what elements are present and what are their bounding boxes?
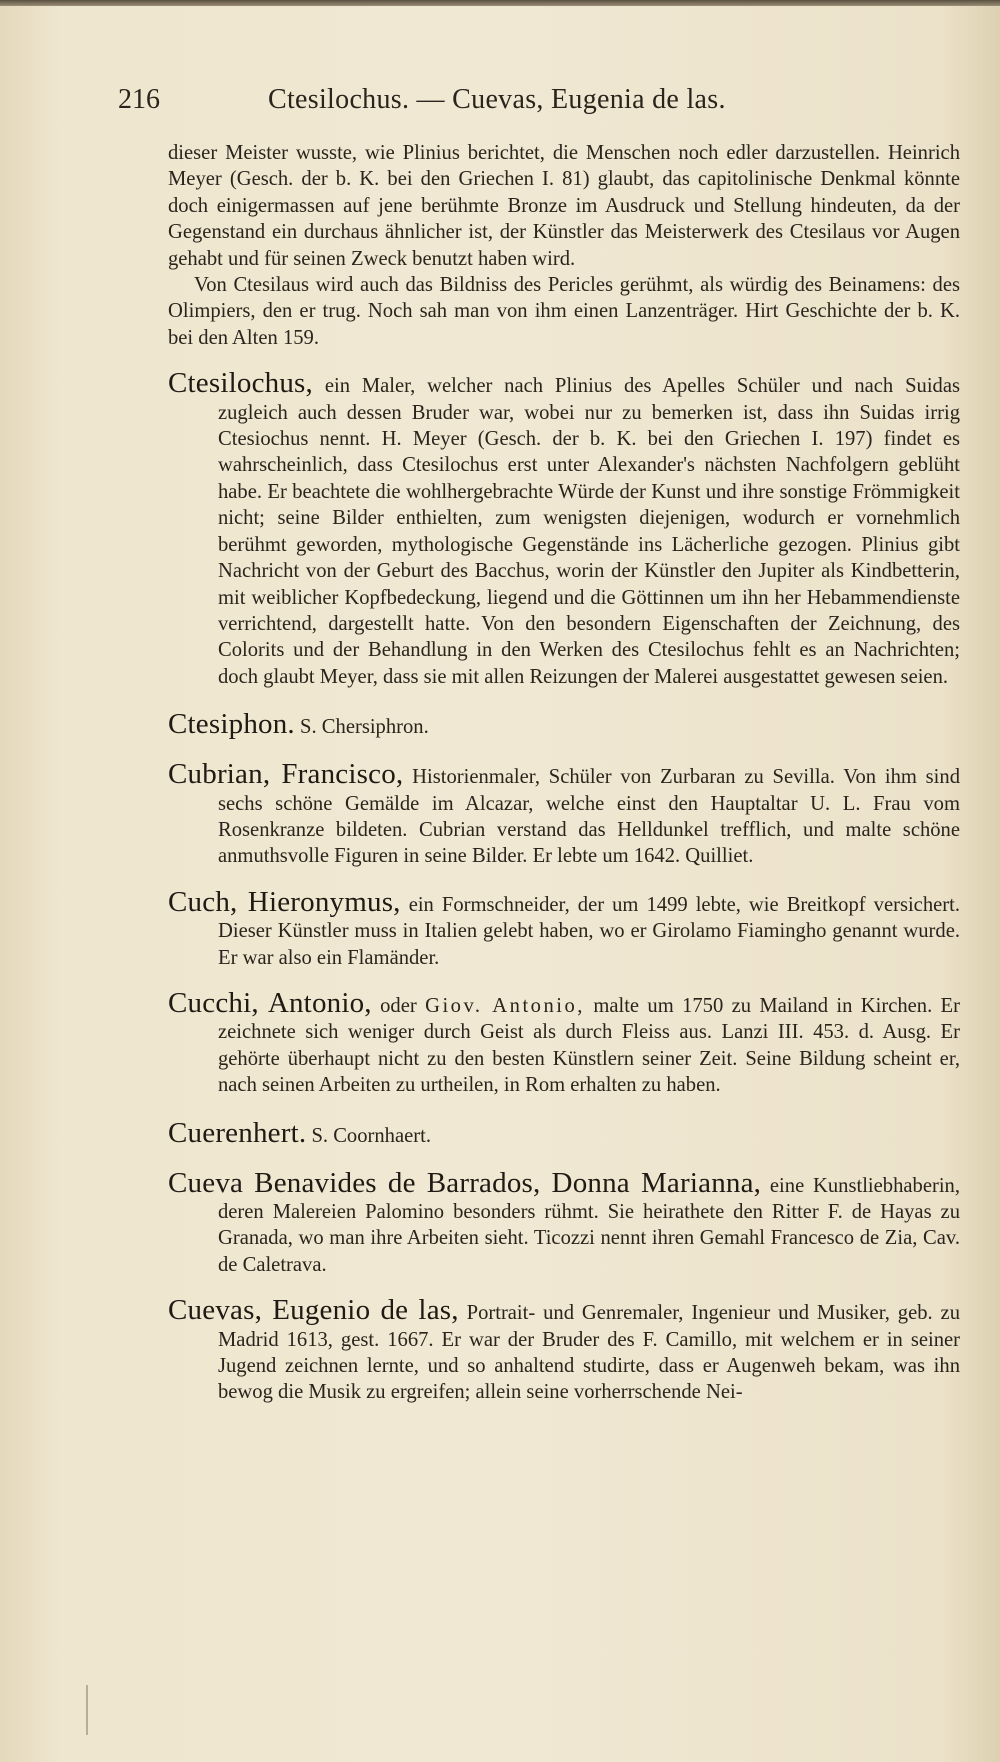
entry-text: eine Kunstliebhaberin, deren Malereien Palomino besonders rühmt. Sie heirathete den Ritter F. de Hayas zu Granada, wo man ihre Arbeiten sieht. Ticozzi nennt ihren Gemahl Francesco de Zia, Cav. de Caletrava.: [218, 1174, 960, 1276]
page-header: [118, 82, 938, 122]
entry-text: Historienmaler, Schüler von Zurbaran zu Sevilla. Von ihm sind sechs schöne Gemälde im Alcazar, welche einst den Hauptaltar U. L. Frau vom Rosenkranze bildeten. Cubrian verstand das Helldunkel trefflich, und malte schöne anmuthsvolle Figuren in seine Bilder. Er lebte um 1642. Quilliet.: [218, 766, 960, 868]
headword: Cuch, Hieronymus,: [168, 885, 401, 918]
page-edge-mark: [86, 1685, 88, 1735]
headword: Cubrian, Francisco,: [168, 758, 404, 791]
entry-text: S. Chersiphron.: [300, 716, 429, 739]
headword: Cucchi, Antonio,: [168, 986, 372, 1019]
running-title: Ctesilochus. — Cuevas, Eugenia de las.: [268, 84, 726, 115]
headword: Cueva Benavides de Barrados, Donna Marianna,: [168, 1166, 762, 1199]
page-top-edge: [0, 0, 1000, 6]
entry-cubrian: [168, 758, 960, 870]
entry-ctesiphon: [168, 709, 960, 742]
intro-paragraph: Von Ctesilaus wird auch das Bildniss des Pericles gerühmt, als würdig des Beinamens: des Olimpiers, den er trug. Noch sah man von ihm einen Lanzenträger. Hirt Geschichte der b. K. bei den Alten 159.: [168, 274, 960, 349]
entry-text: ein Formschneider, der um 1499 lebte, wie Breitkopf versichert. Dieser Künstler muss in Italien gelebt haben, wo er Girolamo Fiamingho genannt wurde. Er war also ein Flamänder.: [218, 893, 960, 969]
headword: Ctesiphon.: [168, 708, 295, 741]
headword: Cuevas, Eugenio de las,: [168, 1294, 459, 1327]
entry-text-pre: oder: [380, 994, 417, 1017]
headword: Cuerenhert.: [168, 1116, 307, 1149]
entry-text: malte um 1750 zu Mailand in Kirchen. Er zeichnete sich weniger durch Geist als durch Fleiss aus. Lanzi III. 453. d. Ausg. Er gehörte überhaupt nicht zu den besten Künstlern seiner Zeit. Seine Bildung scheint er, nach seinen Arbeiten zu urtheilen, in Rom erhalten zu haben.: [218, 994, 960, 1097]
entry-cucchi: [168, 986, 960, 1099]
entry-cueva-benavides: [168, 1166, 960, 1279]
entry-cuch: [168, 885, 960, 971]
page-number: 216: [118, 84, 160, 115]
entry-text-spaced: Giov. Antonio,: [425, 994, 585, 1017]
headword: Ctesilochus,: [168, 367, 313, 400]
entry-ctesilochus: [168, 367, 960, 690]
entry-text: S. Coornhaert.: [311, 1124, 431, 1147]
entry-text: ein Maler, welcher nach Plinius des Apelles Schüler und nach Suidas zugleich auch dessen Bruder war, wobei nur zu bemerken ist, dass ihn Suidas irrig Ctesiochus nennt. H. Meyer (Gesch. der b. K. bei den Griechen I. 197) findet es wahrscheinlich, dass Ctesilochus erst unter Alexander's nächsten Nachfolgern geblüht habe. Er beachtete die wohlhergebrachte Würde der Kunst und ihre sonstige Frömmigkeit nicht; seine Bilder enthielten, zum wenigsten diejenigen, wodurch er vornehmlich berühmt geworden, mythologische Gegenstände ins Lächerliche gezogen. Plinius gibt Nachricht von der Geburt des Bacchus, worin der Künstler den Jupiter als Kindbetterin, mit weiblicher Kopfbedeckung, liegend und die Göttinnen um ihn her Hebammendienste verrichtend, dargestellt hatte. Von den besondern Eigenschaften der Zeichnung, des Colorits und der Behandlung in den Werken des Ctesilochus fehlt es an Nachrichten; doch glaubt Meyer, dass sie mit allen Reizungen der Malerei ausgestattet gewesen seien.: [218, 375, 960, 688]
entry-cuevas: [168, 1294, 960, 1406]
page-body: [168, 140, 960, 1406]
intro-paragraph: dieser Meister wusste, wie Plinius berichtet, die Menschen noch edler darzustellen. Heinrich Meyer (Gesch. der b. K. bei den Griechen I. 81) glaubt, das capitolinische Denkmal könnte doch einigermassen auf jene berühmte Bronze im Ausdruck und Stellung hindeuten, da der Gegenstand ein durchaus ähnlicher ist, der Künstler das Meisterwerk des Ctesilaus vor Augen gehabt und für seinen Zweck benutzt haben wird.: [168, 142, 960, 270]
entry-text: Portrait- und Genremaler, Ingenieur und Musiker, geb. zu Madrid 1613, gest. 1667. Er war der Bruder des F. Camillo, mit welchem er in seiner Jugend zeichnen lernte, und so anhaltend studirte, dass er Augenweh bekam, was ihn bewog die Musik zu ergreifen; allein seine vorherrschende Nei-: [218, 1302, 960, 1404]
entry-cuerenhert: [168, 1118, 960, 1151]
